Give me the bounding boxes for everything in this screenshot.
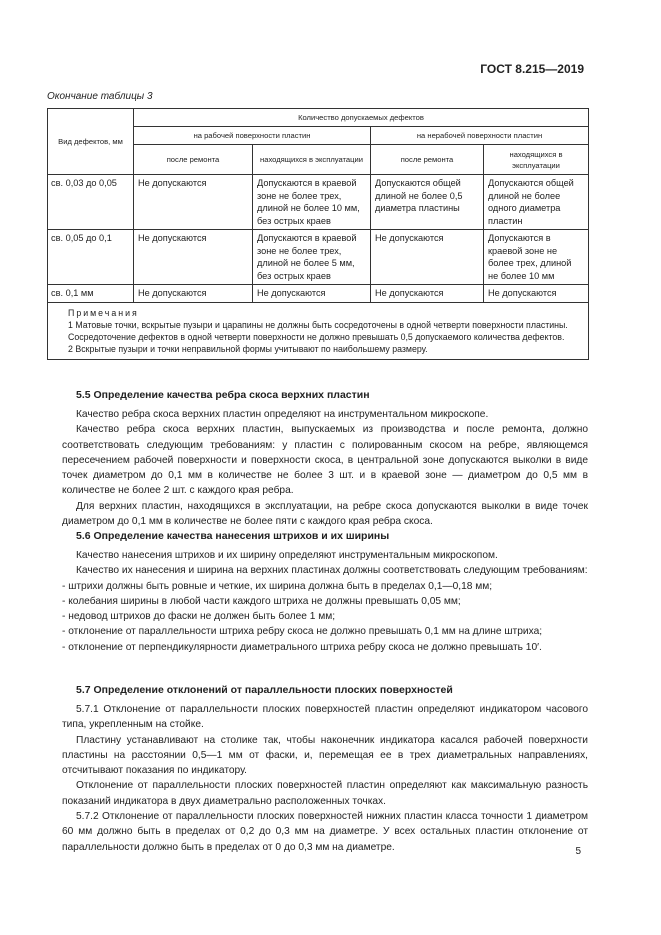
section-5-5-heading: 5.5 Определение качества ребра скоса верхних пластин <box>76 389 370 401</box>
table-cell: Не допускаются <box>134 285 253 303</box>
table-cell: Допускаются общей длиной не более одного диаметра пластин <box>484 175 589 230</box>
header-defect-type: Вид дефектов, мм <box>48 109 134 175</box>
table-notes <box>48 302 589 359</box>
table-cell: Не допускаются <box>134 175 253 230</box>
table-row <box>48 285 589 303</box>
header-nonworking-surface: на нерабочей поверхности пластин <box>371 127 589 145</box>
list-item: - отклонение от параллельности штриха ребру скоса не должно превышать 0,1 мм на длине штриха; <box>62 626 543 638</box>
section-5-6-body <box>62 548 588 655</box>
header-in-use: находящихся в эксплуатации <box>484 145 589 175</box>
paragraph: 5.7.2 Отклонение от параллельности плоских поверхностей нижних пластин класса точности 1 диаметром 60 мм должно быть в пределах от 0,2 до 0,3 мм на диаметре. У всех остальных пластин отклонение от параллельности должно быть в пределах от 0 до 0,3 мм на диаметре. <box>62 811 588 853</box>
paragraph: 5.7.1 Отклонение от параллельности плоских поверхностей пластин определяют индикатором часового типа, укрепленным на стойке. <box>62 704 588 731</box>
note-1: 1 Матовые точки, вскрытые пузыри и царапины не должны быть сосредоточены в одной четверти поверхности пластины. Сосредоточение дефектов в одной четверти поверхности не должно превышать 0,5 допускаемого количества дефектов. <box>68 319 568 342</box>
list-item: - недовод штрихов до фаски не должен быть более 1 мм; <box>62 611 336 623</box>
table-row <box>48 230 589 285</box>
table-cell: св. 0,03 до 0,05 <box>48 175 134 230</box>
table-cell: св. 0,1 мм <box>48 285 134 303</box>
section-5-7-heading: 5.7 Определение отклонений от параллельности плоских поверхностей <box>76 684 453 696</box>
table-cell: св. 0,05 до 0,1 <box>48 230 134 285</box>
table-cell: Не допускаются <box>371 285 484 303</box>
table-cell: Не допускаются <box>371 230 484 285</box>
header-after-repair: после ремонта <box>134 145 253 175</box>
list-item: - колебания ширины в любой части каждого штриха не должны превышать 0,05 мм; <box>62 595 461 607</box>
notes-title: Примечания <box>68 307 139 318</box>
section-5-7-body <box>62 702 588 855</box>
table-row <box>48 175 589 230</box>
table-cell: Допускаются общей длиной не более 0,5 диаметра пластины <box>371 175 484 230</box>
paragraph: Пластину устанавливают на столике так, чтобы наконечник индикатора касался рабочей поверхности пластины на расстоянии 0,5—1 мм от фаски, и, перемещая ее в трех диаметральных направлениях, отсчитывают показания по индикатору. <box>62 734 588 777</box>
table-cell: Допускаются в краевой зоне не более трех, длиной не более 10 мм <box>484 230 589 285</box>
paragraph: Качество нанесения штрихов и их ширину определяют инструментальным микроскопом. <box>76 550 498 561</box>
table-cell: Не допускаются <box>253 285 371 303</box>
table-cell: Не допускаются <box>484 285 589 303</box>
paragraph: Отклонение от параллельности плоских поверхностей пластин определяют как максимальную разность показаний индикатора в двух диаметрально расположенных точках. <box>62 780 588 807</box>
header-working-surface: на рабочей поверхности пластин <box>134 127 371 145</box>
document-code: ГОСТ 8.215—2019 <box>480 62 584 76</box>
paragraph: Качество их нанесения и ширина на верхних пластинах должны соответствовать следующим требованиям: <box>76 565 588 577</box>
paragraph: Качество ребра скоса верхних пластин определяют на инструментальном микроскопе. <box>76 409 489 420</box>
paragraph: Качество ребра скоса верхних пластин, выпускаемых из производства и после ремонта, должно соответствовать следующим требованиям: у пластин с полированным скосом на ребре, являющемся пересечением рабочей поверхности и поверхности скоса, в центральной зоне допускаются выколки в виде точек диаметром до 0,1 мм в количестве не более 3 шт. и в краевой зоне — диаметром до 0,5 мм в количестве не более 2 шт. с каждого края ребра. <box>62 424 588 497</box>
table-cell: Не допускаются <box>134 230 253 285</box>
table-caption: Окончание таблицы 3 <box>47 91 153 102</box>
table-cell: Допускаются в краевой зоне не более трех, длиной не более 5 мм, без острых краев <box>253 230 371 285</box>
table-cell: Допускаются в краевой зоне не более трех, длиной не более 10 мм, без острых краев <box>253 175 371 230</box>
defects-table <box>47 108 589 360</box>
paragraph: Для верхних пластин, находящихся в эксплуатации, на ребре скоса допускаются выколки в виде точек диаметром до 0,1 мм в количестве не более пяти с каждого края ребра скоса. <box>62 500 588 528</box>
section-5-5-body <box>62 407 588 529</box>
note-2: 2 Вскрытые пузыри и точки неправильной формы учитывают по наибольшему размеру. <box>68 343 428 354</box>
header-after-repair: после ремонта <box>371 145 484 175</box>
page-number: 5 <box>575 846 581 857</box>
header-allowed: Количество допускаемых дефектов <box>134 109 589 127</box>
list-item: - штрихи должны быть ровные и четкие, их ширина должна быть в пределах 0,1—0,18 мм; <box>62 580 493 592</box>
header-in-use: находящихся в эксплуатации <box>253 145 371 175</box>
section-5-6-heading: 5.6 Определение качества нанесения штрихов и их ширины <box>76 530 390 542</box>
list-item: - отклонение от перпендикулярности диаметрального штриха ребру скоса не должно превышать 10′. <box>62 641 542 653</box>
